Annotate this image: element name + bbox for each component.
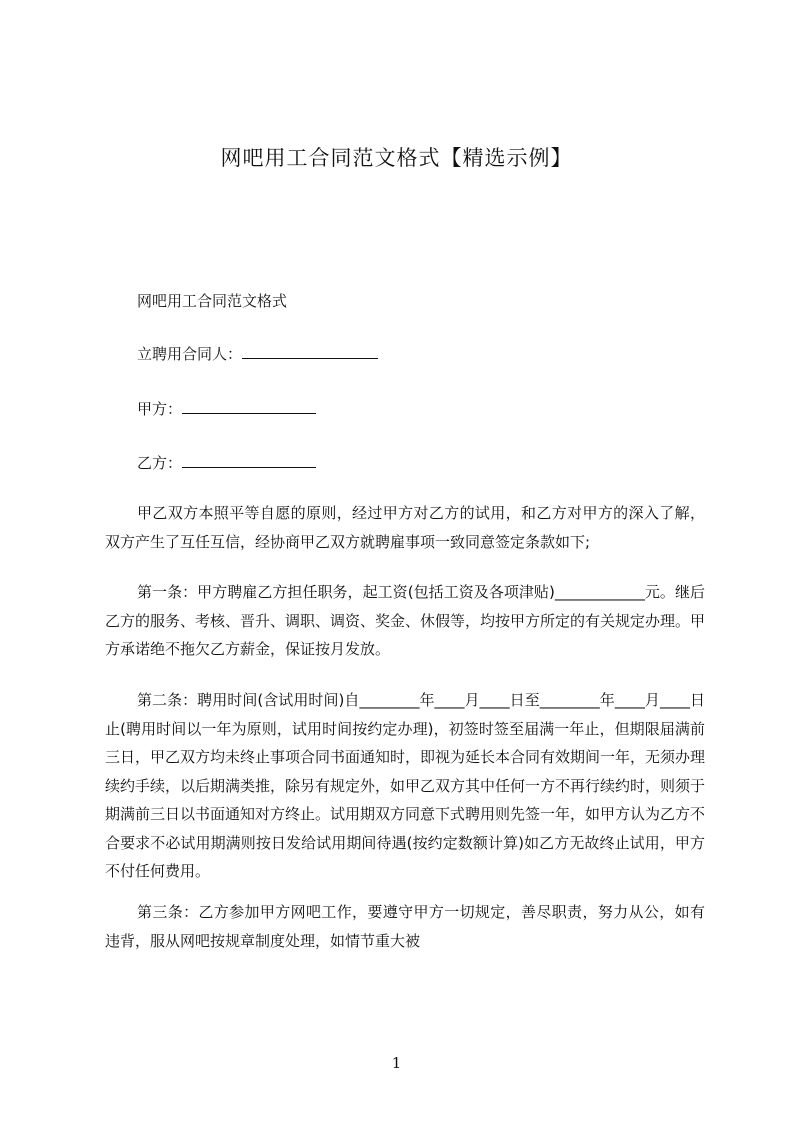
- party-b-line: [137, 452, 316, 473]
- party-a-blank: [182, 399, 316, 414]
- article-1-paragraph: 第一条：甲方聘雇乙方担任职务，起工资(包括工资及各项津贴)____________元。继后乙方的服务、考核、晋升、调职、调资、奖金、休假等，均按甲方所定的有关规定办理。甲方承诺绝不拖欠乙方薪金，保证按月发放。: [105, 583, 706, 658]
- article-2-paragraph: 第二条：聘用时间(含试用时间)自________年____月____日至________年____月____日止(聘用时间以一年为原则，试用时间按约定办理)，初签时签至届满一年止，但期限届满前三日，甲乙双方均未终止事项合同书面通知时，即视为延长本合同有效期间一年，无须办理续约手续，以后期满类推，除另有规定外，如甲乙双方其中任何一方不再行续约时，则须于期满前三日以书面通知对方终止。试用期双方同意下式聘用则先签一年，如甲方认为乙方不合要求不必试用期满则按日发给试用期间待遇(按约定数额计算)如乙方无故终止试用，甲方不付任何费用。: [105, 691, 706, 880]
- article-3-paragraph: 第三条：乙方参加甲方网吧工作，要遵守甲方一切规定，善尽职责，努力从公，如有违背，服从网吧按规章制度处理，如情节重大被: [105, 903, 705, 950]
- party-a-line: [137, 398, 316, 419]
- party-b-label: 乙方：: [137, 454, 183, 472]
- page-number: 1: [391, 1054, 402, 1072]
- party-a-label: 甲方：: [137, 400, 183, 418]
- intro-paragraph: 甲乙双方本照平等自愿的原则，经过甲方对乙方的试用，和乙方对甲方的深入了解，双方产生了互任互信，经协商甲乙双方就聘雇事项一致同意签定条款如下;: [105, 504, 705, 551]
- employer-contract-label: 立聘用合同人：: [137, 345, 243, 363]
- subtitle: 网吧用工合同范文格式: [137, 292, 288, 310]
- party-b-blank: [182, 453, 316, 468]
- document-title: 网吧用工合同范文格式【精选示例】: [220, 146, 573, 170]
- employer-contract-blank: [242, 344, 378, 359]
- employer-contract-line: [137, 343, 378, 364]
